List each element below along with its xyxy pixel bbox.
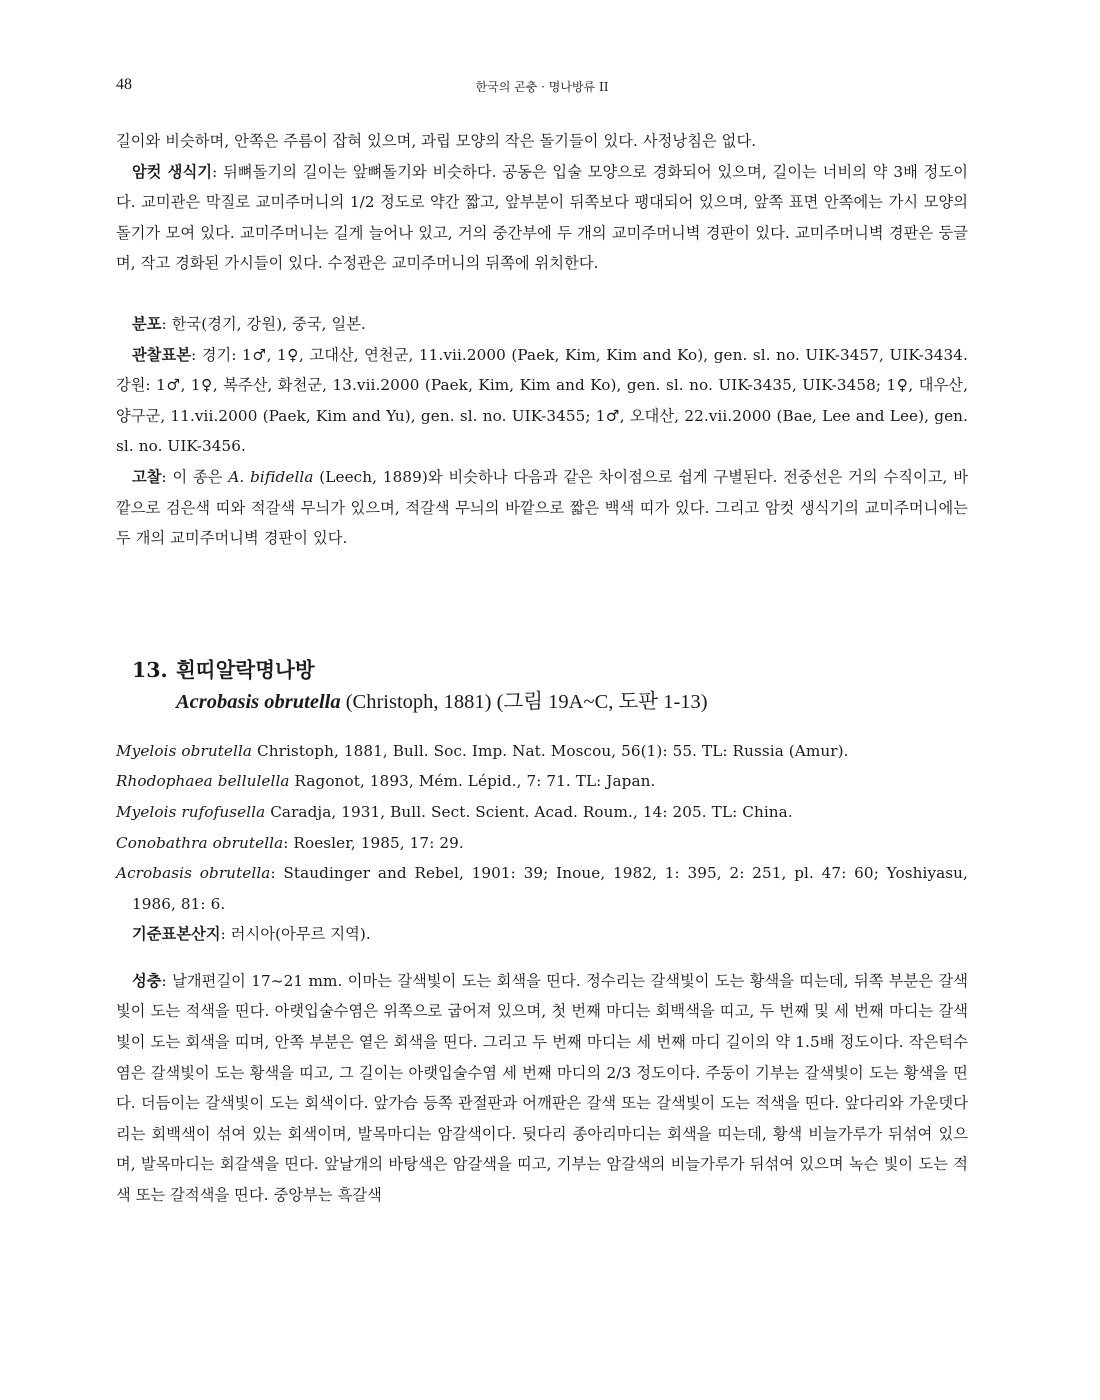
synonym-citation: Christoph, 1881, Bull. Soc. Imp. Nat. Moscou, 56(1): 55. TL: Russia (Amur).	[252, 741, 849, 760]
species-author-refs: (Christoph, 1881) (그림 19A~C, 도판 1-13)	[340, 690, 708, 713]
remarks-text-pre: : 이 종은	[161, 467, 229, 486]
page-number: 48	[116, 76, 132, 93]
female-genitalia-paragraph	[116, 157, 968, 279]
specimens-text: : 경기: 1♂, 1♀, 고대산, 연천군, 11.vii.2000 (Paek, Kim, Kim and Ko), gen. sl. no. UIK-3457, UIK-3434. 강원: 1♂, 1♀, 복주산, 화천군, 13.vii.2000 (Paek, Kim, Kim and Ko), gen. sl. no. UIK-3435, UIK-3458; 1♀, 대우산, 양구군, 11.vii.2000 (Paek, Kim and Yu), gen. sl. no. UIK-3455; 1♂, 오대산, 22.vii.2000 (Bae, Lee and Lee), gen. sl. no. UIK-3456.	[116, 345, 968, 456]
synonym-name: Acrobasis obrutella	[116, 864, 271, 883]
remarks-paragraph	[116, 462, 968, 554]
spacer	[116, 279, 968, 309]
spacer	[116, 554, 968, 654]
synonym-item	[116, 736, 968, 767]
running-title: 한국의 곤충 · 명나방류 II	[475, 80, 609, 94]
synonym-name: Rhodophaea bellulella	[116, 772, 290, 791]
remarks-species-name: A. bifidella	[228, 467, 314, 486]
synonym-item	[116, 828, 968, 859]
synonym-item	[116, 858, 968, 919]
species-korean-name: 흰띠알락명나방	[176, 657, 315, 682]
synonym-item	[116, 766, 968, 797]
adult-text: : 날개편길이 17~21 mm. 이마는 갈색빛이 도는 회색을 띤다. 정수리는 갈색빛이 도는 황색을 띠는데, 뒤쪽 부분은 갈색빛이 도는 적색을 띤다. 아랫입술수염은 위쪽으로 굽어져 있으며, 첫 번째 마디는 회백색을 띠고, 두 번째 및 세 번째 마디는 갈색빛이 도는 회색을 띠며, 안쪽 부분은 옅은 회색을 띤다. 그리고 두 번째 마디는 세 번째 마디 길이의 약 1.5배 정도이다. 작은턱수염은 갈색빛이 도는 황색을 띠고, 그 길이는 아랫입술수염 세 번째 마디의 2/3 정도이다. 주둥이 기부는 갈색빛이 도는 황색을 띤다. 더듬이는 갈색빛이 도는 회색이다. 앞가슴 등쪽 관절판과 어깨판은 갈색 또는 갈색빛이 도는 적색을 띤다. 앞다리와 가운뎃다리는 회백색이 섞여 있는 회색이며, 발목마디는 암갈색이다. 뒷다리 종아리마디는 회색을 띠는데, 황색 비늘가루가 뒤섞여 있으며, 발목마디는 회갈색을 띤다. 앞날개의 바탕색은 암갈색을 띠고, 기부는 암갈색의 비늘가루가 뒤섞여 있으며 녹슨 빛이 도는 적색 또는 갈적색을 띤다. 중앙부는 흑갈색	[116, 971, 968, 1205]
specimens-paragraph	[116, 340, 968, 462]
synonym-item	[116, 797, 968, 828]
distribution-paragraph	[116, 309, 968, 340]
female-genitalia-label: 암컷 생식기	[132, 162, 213, 181]
synonym-name: Myelois obrutella	[116, 741, 253, 760]
page-header	[116, 76, 968, 102]
species-heading	[116, 654, 968, 718]
female-genitalia-text: : 뒤뼈돌기의 길이는 앞뼈돌기와 비슷하다. 공동은 입술 모양으로 경화되어 있으며, 길이는 너비의 약 3배 정도이다. 교미관은 막질로 교미주머니의 1/2 정도로 약간 짧고, 앞부분이 뒤쪽보다 팽대되어 있으며, 앞쪽 표면 안쪽에는 가시 모양의 돌기가 모여 있다. 교미주머니는 길게 늘어나 있고, 거의 중간부에 두 개의 교미주머니벽 경판이 있다. 교미주머니벽 경판은 둥글며, 작고 경화된 가시들이 있다. 수정관은 교미주머니의 뒤쪽에 위치한다.	[116, 162, 968, 273]
adult-description-paragraph	[116, 966, 968, 1211]
type-locality-label: 기준표본산지	[132, 925, 221, 944]
synonym-citation: Ragonot, 1893, Mém. Lépid., 7: 71. TL: Japan.	[289, 772, 656, 791]
type-locality-paragraph	[116, 919, 968, 950]
adult-label: 성충	[132, 971, 162, 990]
spacer	[116, 950, 968, 966]
species-heading-korean	[132, 654, 968, 686]
synonym-citation: : Roesler, 1985, 17: 29.	[283, 833, 464, 852]
distribution-label: 분포	[132, 314, 162, 333]
species-heading-scientific	[132, 686, 968, 718]
synonym-citation: Caradja, 1931, Bull. Sect. Scient. Acad. Roum., 14: 205. TL: China.	[265, 802, 793, 821]
species-number: 13.	[132, 657, 168, 682]
remarks-label: 고찰	[132, 467, 162, 486]
continued-paragraph: 길이와 비슷하며, 안쪽은 주름이 잡혀 있으며, 과립 모양의 작은 돌기들이 있다. 사정낭침은 없다.	[116, 132, 757, 150]
synonym-name: Conobathra obrutella	[116, 833, 284, 852]
type-locality-text: : 러시아(아무르 지역).	[220, 925, 371, 944]
page-body	[116, 126, 968, 1211]
specimens-label: 관찰표본	[132, 345, 192, 364]
distribution-text: : 한국(경기, 강원), 중국, 일본.	[161, 314, 366, 333]
synonym-name: Myelois rufofusella	[116, 802, 266, 821]
remarks-text-post: (Leech, 1889)와 비슷하나 다음과 같은 차이점으로 쉽게 구별된다. 전중선은 거의 수직이고, 바깥으로 검은색 띠와 적갈색 무늬가 있으며, 적갈색 무늬의 바깥으로 짧은 백색 띠가 있다. 그리고 암컷 생식기의 교미주머니에는 두 개의 교미주머니벽 경판이 있다.	[116, 467, 968, 548]
synonym-citation: : Staudinger and Rebel, 1901: 39; Inoue, 1982, 1: 395, 2: 251, pl. 47: 60; Yoshiyasu, 1986, 81: 6.	[132, 864, 968, 913]
species-scientific-name: Acrobasis obrutella	[176, 690, 341, 713]
synonym-list	[116, 736, 968, 920]
